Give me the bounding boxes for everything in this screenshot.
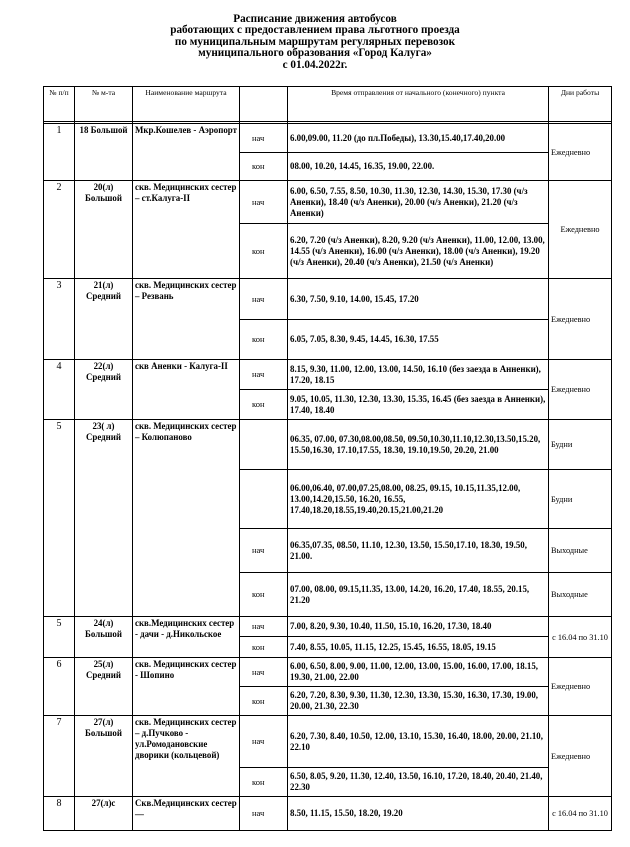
direction-start: нач — [240, 529, 288, 573]
departure-times: 7.40, 8.55, 10.05, 11.15, 12.25, 15.45, 16.55, 18.05, 19.15 — [288, 637, 549, 658]
departure-times: 6.20, 7.20, 8.30, 9.30, 11.30, 12.30, 13.30, 15.30, 16.30, 17.30, 19.00, 20.00, 21.30, 22.30 — [288, 687, 549, 716]
row-number: 6 — [44, 658, 75, 716]
row-number: 1 — [44, 124, 75, 181]
title-line-5: с 01.04.2022г. — [282, 58, 348, 71]
route-number: 21(л) Средний — [75, 279, 133, 360]
header-direction — [240, 87, 288, 122]
departure-times: 7.00, 8.20, 9.30, 10.40, 11.50, 15.10, 16.20, 17.30, 18.40 — [288, 617, 549, 637]
direction-end: кон — [240, 687, 288, 716]
table-row — [44, 181, 612, 224]
header-name: Наименование маршрута — [133, 87, 240, 122]
title-line-4: муниципального образования «Город Калуга» — [198, 47, 432, 60]
direction-end: кон — [240, 153, 288, 181]
title-line-1: Расписание движения автобусов — [233, 13, 397, 25]
departure-times: 6.00,09.00, 11.20 (до пл.Победы), 13.30,15.40,17.40,20.00 — [288, 124, 549, 153]
route-name: скв. Медицинских сестер – Резвань — [133, 279, 240, 360]
working-days: с 16.04 по 31.10 — [549, 797, 612, 831]
departure-times: 6.00, 6.50, 7.55, 8.50, 10.30, 11.30, 12.30, 14.30, 15.30, 17.30 (ч/з Аненки), 18.40 (ч/з Аненки), 20.00 (ч/з Аненки), 21.20 (ч/з Аненки) — [288, 181, 549, 224]
route-name: скв Аненки - Калуга-II — [133, 360, 240, 420]
departure-times: 6.00, 6.50, 8.00, 9.00, 11.00, 12.00, 13.00, 15.00, 16.00, 17.00, 18.15, 19.30, 21.00, 22.00 — [288, 658, 549, 687]
row-number: 7 — [44, 716, 75, 797]
departure-times: 6.30, 7.50, 9.10, 14.00, 15.45, 17.20 — [288, 279, 549, 320]
departure-times: 8.15, 9.30, 11.00, 12.00, 13.00, 14.50, 16.10 (без заезда в Анненки), 17.20, 18.15 — [288, 360, 549, 390]
table-row — [44, 420, 612, 470]
document-title — [0, 14, 630, 71]
direction-empty — [240, 420, 288, 470]
direction-end: кон — [240, 320, 288, 360]
working-days: Выходные — [549, 573, 612, 617]
departure-times: 06.35,07.35, 08.50, 11.10, 12.30, 13.50, 15.50,17.10, 18.30, 19.50, 21.00. — [288, 529, 549, 573]
departure-times: 9.05, 10.05, 11.30, 12.30, 13.30, 15.35, 16.45 (без заезда в Анненки), 17.40, 18.40 — [288, 390, 549, 420]
working-days: Ежедневно — [549, 181, 612, 279]
route-name: Мкр.Кошелев - Аэропорт — [133, 124, 240, 181]
row-number: 8 — [44, 797, 75, 831]
direction-end: кон — [240, 573, 288, 617]
route-number: 23( л) Средний — [75, 420, 133, 617]
row-number: 2 — [44, 181, 75, 279]
header-days: Дни работы — [549, 87, 612, 122]
row-number: 5 — [44, 420, 75, 617]
route-number: 18 Большой — [75, 124, 133, 181]
row-number: 4 — [44, 360, 75, 420]
direction-end: кон — [240, 637, 288, 658]
departure-times: 6.20, 7.30, 8.40, 10.50, 12.00, 13.10, 15.30, 16.40, 18.00, 20.00, 21.10, 22.10 — [288, 716, 549, 768]
direction-start: нач — [240, 797, 288, 831]
departure-times: 8.50, 11.15, 15.50, 18.20, 19.20 — [288, 797, 549, 831]
departure-times: 08.00, 10.20, 14.45, 16.35, 19.00, 22.00. — [288, 153, 549, 181]
direction-start: нач — [240, 124, 288, 153]
working-days: Ежедневно — [549, 279, 612, 360]
direction-start: нач — [240, 279, 288, 320]
direction-end: кон — [240, 390, 288, 420]
title-line-3: по муниципальным маршрутам регулярных перевозок — [174, 35, 456, 48]
table-row — [44, 124, 612, 153]
schedule-table — [43, 86, 612, 831]
working-days: Выходные — [549, 529, 612, 573]
header-route: № м-та — [75, 87, 133, 122]
row-number: 5 — [44, 617, 75, 658]
working-days: Ежедневно — [549, 124, 612, 181]
title-line-2: работающих с предоставлением права льготного проезда — [170, 24, 460, 37]
working-days: с 16.04 по 31.10 — [549, 617, 612, 658]
route-number: 27(л) Большой — [75, 716, 133, 797]
route-number: 20(л) Большой — [75, 181, 133, 279]
route-number: 25(л) Средний — [75, 658, 133, 716]
departure-times: 6.50, 8.05, 9.20, 11.30, 12.40, 13.50, 16.10, 17.20, 18.40, 20.40, 21.40, 22.30 — [288, 768, 549, 797]
direction-end: кон — [240, 768, 288, 797]
direction-start: нач — [240, 658, 288, 687]
route-name: скв. Медицинских сестер – ст.Калуга-II — [133, 181, 240, 279]
direction-start: нач — [240, 716, 288, 768]
route-number: 27(л)с — [75, 797, 133, 831]
route-name: скв. Медицинских сестер – Колюпаново — [133, 420, 240, 617]
departure-times: 06.35, 07.00, 07.30,08.00,08.50, 09.50,10.30,11.10,12.30,13.50,15.20, 15.50,16.30, 17.10,17.55, 18.30, 19.10,19.50, 20.20, 21.00 — [288, 420, 549, 470]
working-days: Будни — [549, 470, 612, 529]
route-number: 24(л) Большой — [75, 617, 133, 658]
working-days: Ежедневно — [549, 658, 612, 716]
direction-end: кон — [240, 224, 288, 279]
direction-start: нач — [240, 617, 288, 637]
header-row — [44, 87, 612, 122]
departure-times: 6.05, 7.05, 8.30, 9.45, 14.45, 16.30, 17.55 — [288, 320, 549, 360]
table-row — [44, 716, 612, 768]
table-row — [44, 797, 612, 831]
departure-times: 6.20, 7.20 (ч/з Аненки), 8.20, 9.20 (ч/з Аненки), 11.00, 12.00, 13.00, 14.55 (ч/з Аненки), 16.00 (ч/з Аненки), 18.00 (ч/з Аненки), 19.20 (ч/з Аненки), 20.40 (ч/з Аненки), 21.50 (ч/з Аненки) — [288, 224, 549, 279]
table-row — [44, 360, 612, 390]
table-row — [44, 658, 612, 687]
header-num: № п/п — [44, 87, 75, 122]
working-days: Ежедневно — [549, 716, 612, 797]
direction-start: нач — [240, 360, 288, 390]
working-days: Ежедневно — [549, 360, 612, 420]
table-row — [44, 279, 612, 320]
departure-times: 07.00, 08.00, 09.15,11.35, 13.00, 14.20, 16.20, 17.40, 18.55, 20.15, 21.20 — [288, 573, 549, 617]
direction-empty — [240, 470, 288, 529]
table-row — [44, 617, 612, 637]
route-name: скв. Медицинских сестер – д.Пучково - ул.Ромодановские дворики (кольцевой) — [133, 716, 240, 797]
departure-times: 06.00,06.40, 07.00,07.25,08.00, 08.25, 09.15, 10.15,11.35,12.00, 13.00,14.20,15.50, 16.20, 16.55, 17.40,18.20,18.55,19.40,20.15,21.00,21.20 — [288, 470, 549, 529]
working-days: Будни — [549, 420, 612, 470]
route-name: скв.Медицинских сестер - дачи - д.Никольское — [133, 617, 240, 658]
direction-start: нач — [240, 181, 288, 224]
route-name: Скв.Медицинских сестер — — [133, 797, 240, 831]
row-number: 3 — [44, 279, 75, 360]
route-name: скв. Медицинских сестер - Шопино — [133, 658, 240, 716]
header-time: Время отправления от начального (конечного) пункта — [288, 87, 549, 122]
route-number: 22(л) Средний — [75, 360, 133, 420]
